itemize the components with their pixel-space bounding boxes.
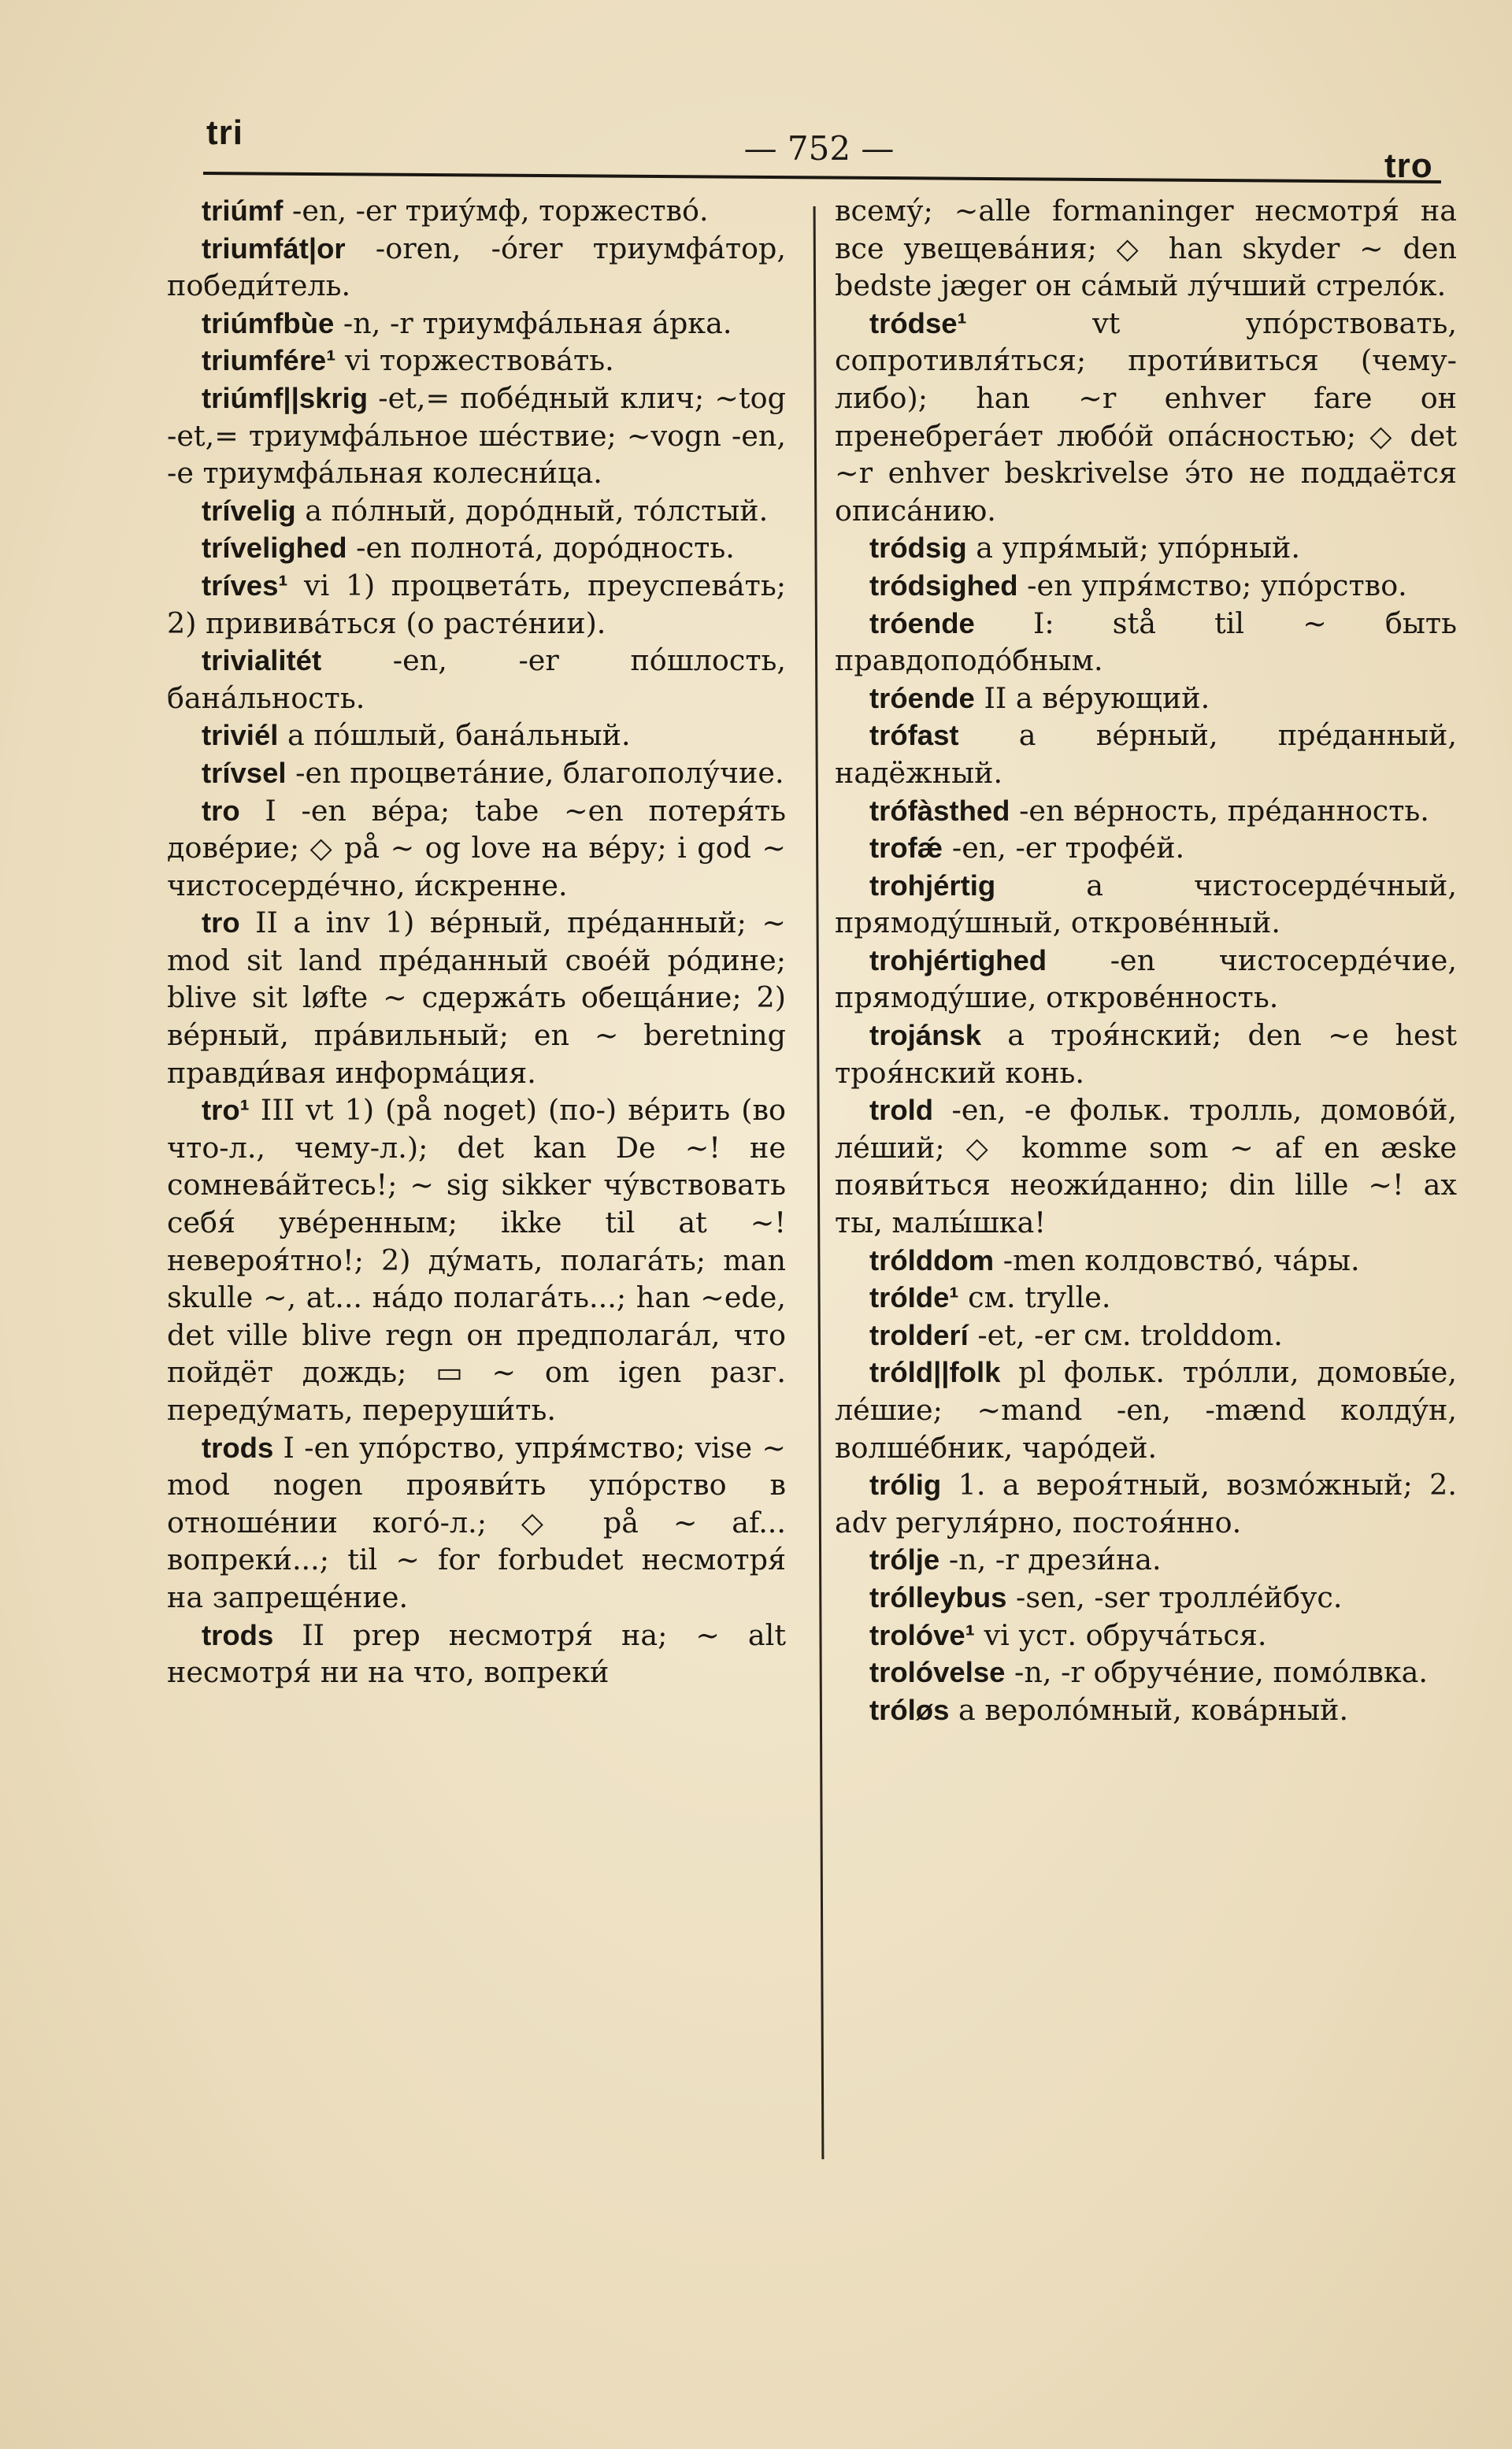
dictionary-entry	[167, 792, 786, 905]
page-number: — 752 —	[743, 129, 895, 168]
entry-headword: trods	[202, 1618, 274, 1651]
entry-headword: trojánsk	[869, 1019, 981, 1052]
entry-definition: a троя́нский; den ~e hest троя́нский конь.	[835, 1018, 1457, 1090]
entry-headword: tro	[202, 906, 240, 939]
dictionary-entry	[167, 904, 786, 1091]
right-column	[835, 192, 1457, 1728]
entry-headword: tríveligh​ed	[202, 532, 347, 565]
dictionary-entry	[835, 829, 1457, 867]
dictionary-entry	[835, 605, 1457, 680]
dictionary-entry	[835, 567, 1457, 605]
right-guide-word: tro	[1384, 146, 1433, 185]
entry-headword: trolóve¹	[869, 1618, 975, 1651]
dictionary-entry	[167, 342, 786, 380]
dictionary-entry	[835, 305, 1457, 530]
dictionary-entry	[167, 529, 786, 567]
entry-definition: a чистосерде́чный, прямоду́шный, открове́нный.	[835, 868, 1457, 940]
entry-definition: -en чистосерде́чие, прямоду́шие, открове́нность.	[835, 943, 1457, 1015]
entry-definition: -en, -er триу́мф, торжество́.	[283, 194, 709, 228]
entry-headword: trolderí	[869, 1318, 969, 1351]
entry-definition: -en, -er трофе́й.	[943, 831, 1185, 865]
dictionary-entry	[835, 1654, 1457, 1691]
entry-headword: trólig	[869, 1469, 942, 1502]
entry-definition: a ве́рный, пре́данный, надёжный.	[835, 718, 1457, 790]
dictionary-entry	[835, 1691, 1457, 1729]
entry-headword: trohjértighed	[869, 943, 1047, 976]
entry-definition: -en, -e фольк. тролль, домово́й, ле́ший; ◇ komme som ~ af en æske появи́ться неожи́данно; din lille ~! ах ты, малы́шка!	[835, 1093, 1457, 1240]
entry-definition: a упря́мый; упо́рный.	[966, 531, 1300, 565]
entry-headword: trohjértig	[869, 869, 996, 902]
dictionary-entry	[835, 1279, 1457, 1317]
entry-definition: -n, -r дрези́на.	[939, 1543, 1162, 1577]
entry-definition: всему́; ~alle formaninger несмотря́ на все увещева́ния; ◇ han skyder ~ den bedste jæger он са́мый лу́чший стрело́к.	[835, 194, 1457, 303]
entry-headword: triúmf	[202, 195, 284, 227]
entry-headword: trivialitét	[202, 644, 322, 677]
entry-definition: -men колдовство́, ча́ры.	[994, 1243, 1360, 1277]
entry-definition: II a ве́рующий.	[974, 680, 1210, 715]
entry-headword: tro¹	[202, 1094, 250, 1127]
entry-definition: pl фольк. тро́лли, домовы́е, ле́шие; ~mand -en, -mænd колду́н, волше́бник, чаро́дей.	[835, 1355, 1457, 1465]
entry-headword: trívelig	[202, 494, 296, 527]
dictionary-entry	[167, 567, 786, 642]
entry-headword: tro	[202, 794, 240, 827]
entry-headword: triúmf||skrig	[202, 381, 369, 414]
entry-definition: I: stå til ~ быть правдоподо́бным.	[835, 606, 1457, 678]
entry-definition: -sen, -ser тролле́йбус.	[1006, 1580, 1343, 1614]
entry-definition: -en процвета́ние, благополу́чие.	[286, 755, 784, 790]
entry-headword: trold	[869, 1094, 934, 1127]
entry-headword: tródse¹	[869, 306, 967, 339]
entry-headword: trofǽ	[869, 832, 943, 865]
dictionary-entry	[835, 792, 1457, 830]
dictionary-entry	[835, 1091, 1457, 1241]
dictionary-entry	[835, 680, 1457, 717]
entry-definition: -en ве́рность, пре́данность.	[1010, 793, 1429, 828]
dictionary-entry	[167, 1429, 786, 1617]
entry-definition: -oren, -órer триумфа́тор, победи́тель.	[167, 231, 786, 303]
dictionary-entry	[167, 380, 786, 492]
dictionary-entry	[167, 642, 786, 717]
entry-definition: I -en ве́ра; tabe ~en потеря́ть дове́рие; ◇ på ~ og love на ве́ру; i god ~ чистосерде́чно, и́скренне.	[167, 793, 786, 902]
entry-definition: a по́шлый, бана́льный.	[278, 718, 631, 753]
entry-definition: II a inv 1) ве́рный, пре́данный; ~ mod sit land пре́данный свое́й ро́дине; blive sit løfte ~ сдержа́ть обеща́ние; 2) ве́рный, пра́вильный; en ~ beretning правди́вая информа́ция.	[167, 906, 786, 1090]
dictionary-entry	[835, 1466, 1457, 1541]
column-divider	[813, 206, 825, 2159]
entry-definition: a по́лный, доро́дный, то́лстый.	[295, 493, 769, 528]
entry-headword: trólje	[869, 1543, 940, 1576]
dictionary-entry	[167, 230, 786, 305]
entry-headword: trófast	[869, 719, 959, 752]
entry-headword: tróld||folk	[869, 1356, 1001, 1389]
dictionary-entry	[835, 717, 1457, 791]
entry-headword: trólddom	[869, 1243, 995, 1276]
entry-definition: см. trylle.	[958, 1280, 1111, 1315]
entry-headword: triúmfbùe	[202, 306, 335, 339]
entry-definition: vi торжествова́ть.	[335, 343, 614, 378]
entry-headword: triviél	[202, 719, 279, 752]
entry-definition: -en, -er по́шлость, бана́льность.	[167, 643, 786, 715]
dictionary-entry	[835, 1317, 1457, 1354]
dictionary-entry	[835, 1354, 1457, 1466]
dictionary-entry	[835, 942, 1457, 1017]
entry-definition: a вероло́мный, кова́рный.	[949, 1692, 1349, 1727]
dictionary-entry	[835, 192, 1457, 305]
entry-headword: tróende	[869, 606, 975, 639]
entry-definition: II prep несмотря́ на; ~ alt несмотря́ ни на что, вопреки́	[167, 1617, 786, 1690]
entry-definition: vi 1) процвета́ть, преуспева́ть; 2) привива́ться (о расте́нии).	[167, 568, 786, 640]
entry-definition: -et, -er см. trolddom.	[968, 1317, 1283, 1352]
entry-headword: triumfére¹	[202, 344, 336, 377]
entry-headword: triumfát|or	[202, 232, 346, 265]
entry-headword: trófàsthed	[869, 794, 1010, 827]
entry-definition: -n, -r триумфа́льная а́рка.	[334, 306, 732, 340]
entry-headword: tróløs	[869, 1693, 950, 1726]
dictionary-entry	[167, 717, 786, 754]
entry-headword: tródsig	[869, 532, 967, 565]
entry-definition: -en упря́мство; упо́рство.	[1017, 568, 1407, 602]
dictionary-entry	[167, 305, 786, 343]
entry-headword: trólleybus	[869, 1580, 1007, 1614]
dictionary-entry	[835, 1017, 1457, 1091]
dictionary-entry	[167, 492, 786, 530]
entry-definition: I -en упо́рство, упря́мство; vise ~ mod nogen прояви́ть упо́рство в отноше́нии кого́-л.; ◇ på ~ af... вопреки́...; til ~ for forbudet несмотря́ на запреще́ние.	[167, 1430, 786, 1614]
dictionary-entry	[835, 1541, 1457, 1579]
dictionary-entry	[167, 192, 786, 230]
entry-headword: trolóvelse	[869, 1656, 1006, 1689]
dictionary-entry	[835, 1617, 1457, 1654]
entry-definition: -et,= побе́дный клич; ~tog -et,= триумфа́льное ше́ствие; ~vogn -en, -e триумфа́льная колесни́ца.	[167, 380, 786, 491]
dictionary-entry	[835, 1242, 1457, 1280]
entry-definition: 1. a вероя́тный, возмо́жный; 2. adv регуля́рно, постоя́нно.	[835, 1468, 1457, 1539]
entry-definition: -en полнота́, доро́дность.	[346, 531, 735, 565]
left-guide-word: tri	[206, 113, 243, 152]
entry-definition: -n, -r обруче́ние, помо́лвка.	[1005, 1655, 1429, 1690]
dictionary-entry	[167, 1617, 786, 1691]
dictionary-entry	[835, 867, 1457, 942]
entry-definition: vi уст. обруча́ться.	[974, 1617, 1267, 1652]
entry-definition: III vt 1) (på noget) (по-) ве́рить (во что-л., чему-л.); det kan De ~! не сомнева́йтесь!; ~ sig sikker чу́вствовать себя́ уве́ренным; ikke til at ~! невероя́тно!; 2) ду́мать, полага́ть; man skulle ~, at... на́до полага́ть...; han ~ede, det ville blive regn он предполага́л, что пойдёт дождь; ▭ ~ om igen разг. переду́мать, переруши́ть.	[167, 1093, 786, 1427]
entry-definition: vt упо́рствовать, сопротивля́ться; проти́виться (чему-либо); han ~r enhver fare он пренебрега́ет любо́й опа́сностью; ◇ det ~r enhver beskrivelse э́то не поддаётся описа́нию.	[835, 306, 1457, 528]
left-column	[167, 192, 786, 1691]
header-rule	[203, 172, 1441, 183]
dictionary-entry	[167, 754, 786, 792]
entry-headword: tróende	[869, 681, 975, 714]
entry-headword: trívsel	[202, 756, 287, 789]
entry-headword: trods	[202, 1431, 274, 1464]
dictionary-entry	[835, 1579, 1457, 1617]
dictionary-entry	[835, 529, 1457, 567]
entry-headword: tródsighed	[869, 569, 1018, 602]
entry-headword: tróIde¹	[869, 1281, 959, 1314]
dictionary-entry	[167, 1091, 786, 1428]
entry-headword: tríves¹	[202, 569, 288, 602]
